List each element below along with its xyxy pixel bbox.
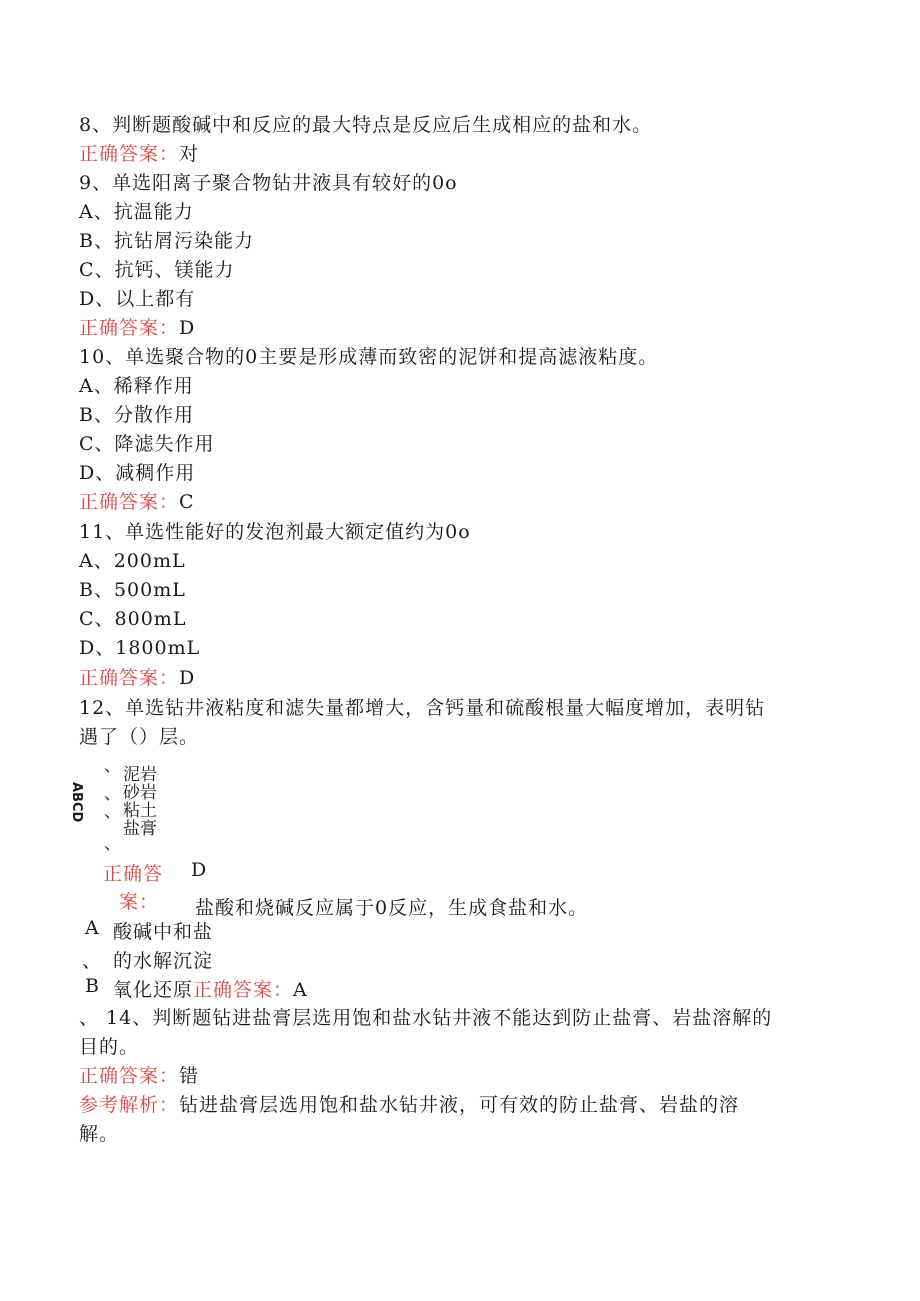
separator-mark: 、 (104, 784, 121, 804)
analysis-14 (79, 1091, 739, 1120)
option-9c: C、抗钙、镁能力 (79, 259, 235, 281)
answer-11 (79, 664, 195, 693)
separator-mark: 、 (104, 802, 121, 822)
option-13b-prefix: 的水解沉淀 (113, 950, 214, 972)
option-10c: C、降滤失作用 (79, 433, 215, 455)
option-10d: D、减稠作用 (79, 462, 196, 484)
option-letters-vertical: ABCD (69, 782, 84, 823)
answer-value: 错 (179, 1065, 200, 1087)
option-10a: A、稀释作用 (79, 375, 194, 397)
answer-12-label-1: 正确答 (103, 863, 164, 885)
question-14-line2: 目的。 (79, 1036, 140, 1058)
answer-label: 正确答案： (79, 143, 180, 165)
analysis-label: 参考解析： (79, 1094, 180, 1116)
question-14-line1: 、 14、判断题钻进盐膏层选用饱和盐水钻井液不能达到防止盐膏、岩盐溶解的 (79, 1007, 773, 1029)
option-9d: D、以上都有 (79, 288, 196, 310)
option-13a-text: 酸碱中和盐 (113, 921, 214, 943)
answer-value: A (293, 979, 308, 1001)
option-12d: 盐膏 (123, 819, 157, 839)
option-9b: B、抗钻屑污染能力 (79, 230, 254, 252)
answer-12-label-2: 案： (119, 891, 160, 913)
answer-10 (79, 488, 195, 517)
option-11d: D、1800mL (79, 637, 201, 659)
option-13a-letter: A (85, 917, 99, 939)
answer-label: 正确答案： (79, 1065, 180, 1087)
option-9a: A、抗温能力 (79, 201, 194, 223)
analysis-text: 钻进盐膏层选用饱和盐水钻井液，可有效的防止盐膏、岩盐的溶 (179, 1094, 740, 1116)
option-12a: 泥岩 (123, 765, 157, 785)
option-12b: 砂岩 (123, 783, 157, 803)
question-10: 10、单选聚合物的0主要是形成薄而致密的泥饼和提高滤液粘度。 (79, 346, 659, 368)
question-11: 11、单选性能好的发泡剂最大额定值约为0o (79, 521, 471, 543)
option-10b: B、分散作用 (79, 404, 194, 426)
answer-14 (79, 1062, 199, 1091)
answer-label: 正确答案： (193, 979, 294, 1001)
answer-value: C (179, 491, 195, 513)
answer-label: 正确答案： (79, 491, 180, 513)
question-8: 8、判断题酸碱中和反应的最大特点是反应后生成相应的盐和水。 (79, 114, 653, 136)
question-9: 9、单选阳离子聚合物钻井液具有较好的0o (79, 172, 458, 194)
separator-mark: 、 (104, 756, 121, 776)
answer-8 (79, 140, 199, 169)
option-11b: B、500mL (79, 579, 186, 601)
question-12-line1: 12、单选钻井液粘度和滤失量都增大，含钙量和硫酸根量大幅度增加，表明钻 (79, 697, 766, 719)
question-13: 盐酸和烧碱反应属于0反应，生成食盐和水。 (195, 897, 589, 919)
answer-12-value: D (191, 859, 207, 881)
answer-label: 正确答案： (79, 667, 180, 689)
option-11a: A、200mL (79, 550, 186, 572)
option-13b-text: 氧化还原 (113, 979, 194, 1001)
option-11c: C、800mL (79, 608, 187, 630)
separator-mark: 、 (82, 950, 102, 972)
answer-label: 正确答案： (79, 317, 180, 339)
option-12c: 粘土 (123, 801, 157, 821)
answer-13 (113, 975, 308, 1002)
answer-value: D (179, 317, 196, 339)
answer-value: 对 (179, 143, 200, 165)
option-13b-letter: B (85, 975, 99, 997)
analysis-14-line2: 解。 (79, 1123, 120, 1145)
separator-mark: 、 (104, 834, 121, 854)
question-12-line2: 遇了（）层。 (79, 726, 200, 748)
answer-value: D (179, 667, 196, 689)
answer-9 (79, 314, 195, 343)
